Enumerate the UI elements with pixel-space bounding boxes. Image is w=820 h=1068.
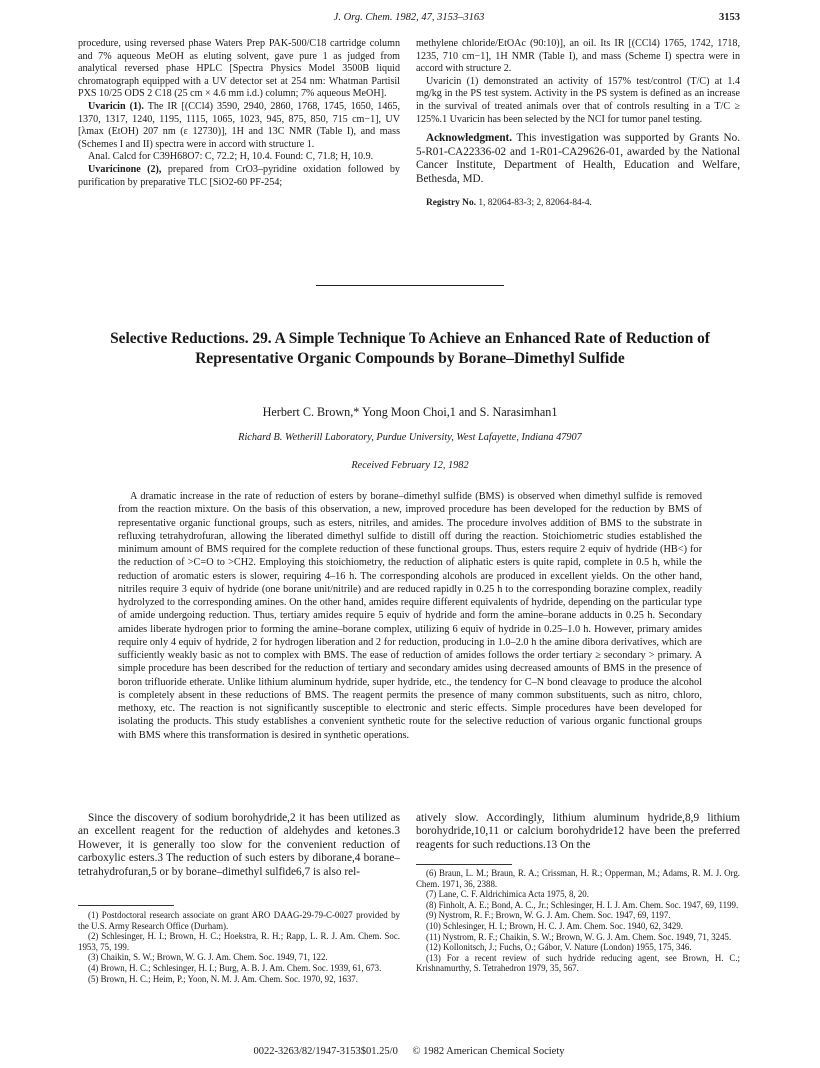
previous-article-left-column [78,38,400,189]
uvaricinone-heading: Uvaricinone (2), [88,163,162,175]
footnote: (2) Schlesinger, H. I.; Brown, H. C.; Hoekstra, R. H.; Rapp, L. R. J. Am. Chem. Soc. 1953, 75, 199. [78,931,400,952]
uvaricin-heading: Uvaricin (1). [88,100,144,112]
uvaricinone-paragraph [78,164,400,189]
footnote: (4) Brown, H. C.; Schlesinger, H. I.; Burg, A. B. J. Am. Chem. Soc. 1939, 61, 673. [88,962,382,973]
previous-article-right-column [416,38,740,209]
footnotes-left [78,910,400,984]
body-text-right: atively slow. Accordingly, lithium aluminum hydride,8,9 lithium borohydride,10,11 or calcium borohydride12 have been the preferred reagents for such reductions.13 On the [416,812,740,851]
footnote: (8) Finholt, A. E.; Bond, A. C., Jr.; Schlesinger, H. I. J. Am. Chem. Soc. 1947, 69, 1199. [426,899,739,910]
abstract: A dramatic increase in the rate of reduction of esters by borane–dimethyl sulfide (BMS) is observed when dimethyl sulfide is removed from the reaction mixture. On the basis of this observation, a new, improved procedure has been developed for the reduction by BMS of representative organic functional groups, such as esters, nitriles, and amides. The procedure involves addition of BMS to the substrate in refluxing tetrahydrofuran, allowing the liberated dimethyl sulfide to distill off during the reaction. Stoichiometric studies established the minimum amount of BMS required for the complete reduction of these functional groups. Thus, esters require 2 equiv of hydride (HB<) for the reduction of >C=O to >CH2. Employing this stoichiometry, the reduction of aliphatic esters is quite rapid, complete in 0.5 h, while the reduction of aromatic esters is slower, requiring 4–16 h. The corresponding alcohols are produced in excellent yields. On the other hand, nitriles require 3 equiv of hydride (one borane unit/nitrile) and are reduced rapidly in 0.25 h to the corresponding borazine complex, readily hydrolyzed to the corresponding amines. On the other hand, amides require different equivalents of hydride, depending on the particular type of amide undergoing reduction. Thus, tertiary amides require 5 equiv of hydride and form the amine–borane adducts in 0.25 h. Secondary amides liberate hydrogen prior to forming the amine–borane complex, utilizing 6 equiv of hydride in 0.25–1.0 h. However, primary amides require only 4 equiv of hydride, 2 for hydrogen liberation and 2 for reduction, producing in 1.0–2.0 h the amine dibora derivatives, which are sufficiently weakly basic as not to complex with BMS. The ease of reduction of amides follows the order tertiary ≥ secondary > primary. A simple procedure has been described for the reduction of tertiary and secondary amides using decreased amounts of BMS in the presence of boron trifluoride etherate. Unlike lithium aluminum hydride, super hydride, etc., the tendency for C–N bond cleavage to produce the alcohol is completely absent in these reductions of BMS. The reagent permits the presence of many common substituents, such as nitro, chloro, methoxy, etc. The reaction is not significantly susceptible to electronic and steric effects. Simple procedures have been developed for isolating the products. This study establishes a convenient synthetic route for the selective reduction of various organic functional groups with BMS where this transformation is desired in synthetic operations. [118,491,702,741]
received-date: Received February 12, 1982 [351,460,469,471]
uvaricin-paragraph [78,101,400,151]
continued-paragraph: methylene chloride/EtOAc (90:10)], an oil. Its IR [(CCl4) 1765, 1742, 1718, 1235, 710 cm−1], 1H NMR (Table I), and mass (Scheme I) spectra were in accord with structure 2. [416,38,740,75]
article-title: Selective Reductions. 29. A Simple Technique To Achieve an Enhanced Rate of Reduction of Representative Organic Compounds by Borane–Dimethyl Sulfide [110,330,710,367]
footnote: (12) Kollonitsch, J.; Fuchs, O.; Gábor, V. Nature (London) 1955, 175, 346. [426,942,692,953]
article-separator [316,285,504,286]
footnote: (6) Braun, L. M.; Braun, R. A.; Crissman, H. R.; Opperman, M.; Adams, R. M. J. Org. Chem. 1971, 36, 2388. [416,868,740,889]
article-code: 0022-3263/82/1947-3153$01.25/0 [253,1046,398,1057]
affiliation: Richard B. Wetherill Laboratory, Purdue University, West Lafayette, Indiana 47907 [238,432,582,443]
footnote: (10) Schlesinger, H. I.; Brown, H. C. J. Am. Chem. Soc. 1940, 62, 3429. [426,920,684,931]
footnote: (13) For a recent review of such hydride reducing agent, see Brown, H. C.; Krishnamurthy, S. Tetrahedron 1979, 35, 567. [416,952,740,974]
footnote: (9) Nystrom, R. F.; Brown, W. G. J. Am. Chem. Soc. 1947, 69, 1197. [426,910,671,921]
footnote-rule-right [416,864,512,865]
footnote: (5) Brown, H. C.; Heim, P.; Yoon, N. M. J. Am. Chem. Soc. 1970, 92, 1637. [88,973,358,984]
authors: Herbert C. Brown,* Yong Moon Choi,1 and S. Narasimhan1 [262,405,558,419]
footnote: (3) Chaikin, S. W.; Brown, W. G. J. Am. Chem. Soc. 1949, 71, 122. [88,952,328,963]
copyright: © 1982 American Chemical Society [412,1046,565,1057]
acknowledgment [416,132,740,186]
journal-citation: J. Org. Chem. 1982, 47, 3153–3163 [333,12,485,23]
footnote: (11) Nystrom, R. F.; Chaikin, S. W.; Brown, W. G. J. Am. Chem. Soc. 1949, 71, 3245. [426,931,732,942]
acknowledgment-text: This investigation was supported by Grants No. 5-R01-CA22336-02 and 1-R01-CA29626-01, awarded by the National Cancer Institute, Department of Health, Education and Welfare, Bethesda, MD. [416,132,740,185]
acknowledgment-heading: Acknowledgment. [426,132,513,145]
footnote: (1) Postdoctoral research associate on grant ARO DAAG-29-79-C-0027 provided by the U.S. Army Research Office (Durham). [78,910,400,931]
registry-numbers [416,197,740,209]
body-text-left: Since the discovery of sodium borohydride,2 it has been utilized as an excellent reagent for the reduction of aldehydes and ketones.3 However, it is generally too slow for the convenient reduction of carboxylic esters.3 The reduction of such esters by diborane,4 borane–tetrahydrofuran,5 or by borane–dimethyl sulfide6,7 is also rel- [78,812,400,878]
footnote: (7) Lane, C. F. Aldrichimica Acta 1975, 8, 20. [426,889,589,900]
running-header [78,12,740,28]
registry-text: 1, 82064-83-3; 2, 82064-84-4. [478,197,592,208]
footnotes-right [416,868,740,974]
uvaricinone-text: prepared from CrO3–pyridine oxidation followed by purification by preparative TLC [SiO2-60 PF-254; [78,163,400,188]
page-footer [78,1046,740,1057]
analysis-paragraph: Anal. Calcd for C39H68O7: C, 72.2; H, 10.4. Found: C, 71.8; H, 10.9. [88,151,374,163]
page-number: 3153 [719,12,740,23]
uvaricin-text: The IR [(CCl4) 3590, 2940, 2860, 1768, 1745, 1650, 1465, 1370, 1317, 1240, 1195, 1115, 1065, 1023, 945, 875, 850, 715 cm−1], UV [λmax (EtOH) 207 nm (ε 12730)], 1H and 13C NMR (Table I), and mass (Schemes I and II) spectra were in accord with structure 1. [78,100,401,150]
activity-paragraph: Uvaricin (1) demonstrated an activity of 157% test/control (T/C) at 1.4 mg/kg in the PS test system. Activity in the PS system is defined as an increase in the survival of treated animals over that of controls resulting in a T/C ≥ 125%.1 Uvaricin has been selected by the NCI for tumor panel testing. [416,75,740,125]
registry-label: Registry No. [426,197,476,208]
footnote-rule-left [78,905,174,906]
experimental-paragraph: procedure, using reversed phase Waters Prep PAK-500/C18 cartridge column and 7% aqueous MeOH as eluting solvent, gave pure 1 as judged from analytical reversed phase HPLC [Spectra Physics Model 3500B liquid chromatograph equipped with a UV detector set at 254 nm: Whatman Partisil PXS 10/25 ODS 2 C18 (25 cm × 4.6 mm i.d.) column; 7% aqueous MeOH]. [78,38,400,100]
